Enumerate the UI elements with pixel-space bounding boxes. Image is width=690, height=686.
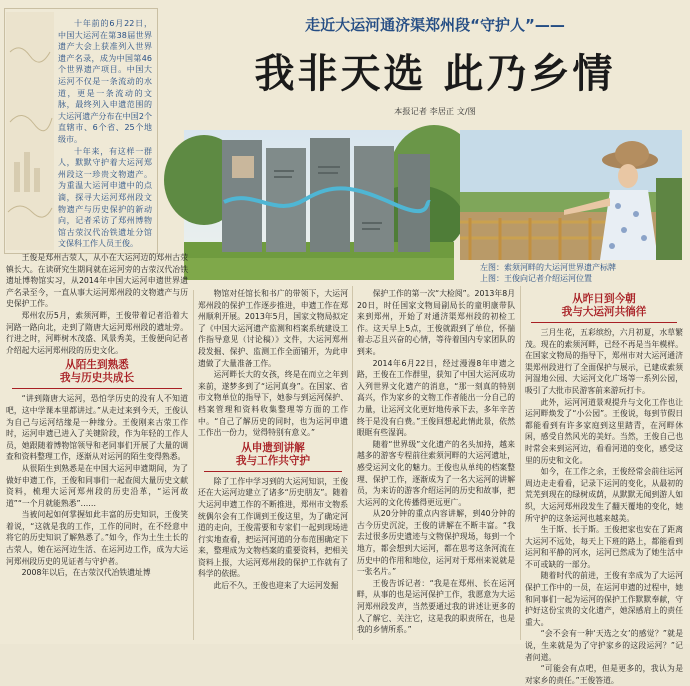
subheading-rule xyxy=(12,388,182,389)
body-paragraph: 从20分钟的重点内容讲解，到40分钟的古今历史沉淀，王俊的讲解在不断丰富。“我去过很多历史遗迹与文物保护现场，每到一个地方，都会想到大运河，都在思考这条河流在历史中的作用和地位，运河对于郑州来说就是一张名片。” xyxy=(357,509,515,577)
photo-caption xyxy=(480,262,680,284)
subheading: 从申遗到讲解 我与工作共守护 xyxy=(235,441,311,467)
body-paragraph: 王俊告诉记者：“我是在郑州、长在运河畔，从事的也是运河保护工作，我愿意为大运河郑州段发声，当然要通过我的讲述让更多的人了解它、关注它，这是我的职责所在，也是我的乡情所系。” xyxy=(357,578,515,635)
body-paragraph: 王俊是郑州古荥人，从小在大运河边的郑州古荥镇长大。在读研究生期间就在运河旁的古荥汉代冶铁遗址博物馆实习，从2014年中国大运河申遗世界遗产名录至今，一直从事大运河郑州段的文物遗产与历史保护工作。 xyxy=(6,253,188,309)
subheading-rule xyxy=(204,471,342,472)
column-rule xyxy=(520,286,521,640)
article-column-1 xyxy=(6,252,188,640)
body-paragraph: 三月生花，五彩缤纷，六月初夏，水草繁茂。现在的索须河畔，已经不再是当年模样。在国家文物局的指导下，郑州市对大运河通济渠郑州段进行了全面保护与展示，已建成索须河湿地公园、大运河文化广场等一系列公园，吸引了大批市民游客前来游玩打卡。 xyxy=(525,328,683,395)
body-paragraph: 2008年以后，在古荥汉代冶铁遗址博 xyxy=(21,568,151,578)
intro-text xyxy=(58,18,152,250)
body-paragraph: 当被问起如何掌握如此丰富的历史知识，王俊笑着说，“这就是我的工作，工作的同时，在不经意中将它的历史知识了解熟悉了。”如今，作为土生土长的古荥人，她在运河边生活、在运河边工作，成为大运河郑州段历史的见证者与守护者。 xyxy=(6,510,188,566)
subheading-rule xyxy=(531,322,677,323)
body-paragraph: 保护工作的第一次“大检阅”。2013年8月20日，时任国家文物局副局长的童明康带队来到郑州，开始了对通济渠郑州段的初检工作。这天早上5点，王俊就跟到了单位，怀揣着忐忑且兴奋的心情，等待着国内专家团队的到来。 xyxy=(357,289,515,356)
body-paragraph: “会不会有一种‘天选之女’的感觉？”就是说，生来就是为了守护家乡的这段运河？”记者问道。 xyxy=(525,629,683,662)
body-paragraph: 生于斯、长于斯。王俊把家也安在了距离大运河不远处，每天上下班的路上，都能看到运河和平静的河水，运河已然成为了她生活中不可或缺的一部分。 xyxy=(525,525,683,569)
body-paragraph: 随着时代的前进，王俊有幸成为了大运河保护工作中的一员，在运河申遗的过程中，她和同事们一起为运河的保护工作默默奉献，守护好这份宝贵的文化遗产，她深感肩上的责任重大。 xyxy=(525,571,683,627)
body-paragraph: “讲到隋唐大运河，恐怕学历史的没有人不知道吧，这中学课本里都讲过。”从走过来到今天，王俊认为自己与运河结缘是一种缘分。王俊刚来古荥工作时，运河申遗已进入了关键阶段，作为年轻的工作人员，她跟随着博物馆领导和老同事们开展了大量的调查和资料整理工作，逐渐从对运河的陌生变得熟悉。 xyxy=(6,394,188,462)
headline: 我非天选 此乃乡情 xyxy=(254,51,616,97)
subheading: 从陌生到熟悉 我与历史共成长 xyxy=(59,359,135,385)
body-paragraph: 此后不久，王俊也迎来了大运河发掘 xyxy=(213,581,339,591)
body-paragraph: “可能会有点吧，但是更多的，我认为是对家乡的责任。”王俊答道。 xyxy=(525,664,683,685)
body-paragraph: 物馆对任馆长和书广的带领下，大运河郑州段的保护工作逐步推进，申遗工作在郑州顺利开展。2013年5月，国家文物局拟定了《中国大运河遗产监测和档案系统建设工作指导意见（讨论稿）》文件，大运河郑州段发掘、保护、监测工作全面铺开，为此申遗做了大量准备工作。 xyxy=(198,289,348,368)
byline: 本报记者 李居正 文/图 xyxy=(394,106,476,116)
intro-paragraph: 十年来，有这样一群人，默默守护着大运河郑州段这一珍贵文物遗产。为重温大运河申遗中的点滴，探寻大运河郑州段文物遗产与历史保护的新动向，记者采访了郑州博物馆古荥汉代冶铁遗址分馆文保科工作人员王俊。 xyxy=(58,146,152,249)
photo-wang-jun xyxy=(460,130,682,260)
body-paragraph: 郑州农历5月，索须河畔，王俊带着记者沿着大河路一路向北，走到了隋唐大运河郑州段的遗址旁。行进之时，河畔树木茂盛、风景秀美，王俊便向记者介绍起大运河郑州段的历史文化。 xyxy=(6,310,188,355)
body-paragraph: 2014年6月22日，经过漫漫8年申遗之路，王俊在工作群里，获知了中国大运河成功入列世界文化遗产的消息，“那一刻真的特别高兴，作为家乡的文物工作者能出一分自己的力量，让运河文化更好地传承下去，多年辛苦终于是没有白费。”王俊回想起此情此景，依然眼眶有些湿润。 xyxy=(357,358,515,438)
body-paragraph: 运河畔长大的女孩，终是在而立之年到来前，遂梦多到了“运河真身”。在国家、省市文物单位的指导下，她参与到运河保护、档案管理和资料收集整理等方面的工作中。“自己了解历史的同时，也为运河申遗工作出一份力，觉得特别有意义。” xyxy=(198,370,348,438)
column-rule xyxy=(352,286,353,640)
body-paragraph: 从很陌生到熟悉是在中国大运河申遗期间，为了做好申遗工作，王俊和同事们一起查阅大量历史文献资料，梳理大运河郑州段的历史沿革，“运河故道”“一个月就能熟悉”…… xyxy=(6,463,188,508)
column-rule xyxy=(193,290,194,640)
photo-heritage-sign xyxy=(184,130,454,280)
intro-decoration xyxy=(6,12,54,250)
body-paragraph: 如今，在工作之余，王俊经常会前往运河周边走走看看，记录下运河的变化，从最初的荒芜到现在的绿树成荫，从默默无闻到游人如织，大运河郑州段发生了翻天覆地的变化，她所守护的这条运河也越来越美。 xyxy=(525,467,683,523)
body-paragraph: 除了工作中学习到的大运河知识，王俊还在大运河边建立了诸多“历史朋友”。随着大运河申遗工作的不断推进，郑州市文物系统偶尔会有工作调到王俊这里，为了确定河道的走向，王俊需要和专家们一起到现场进行实地查看，把运河河道的分布范围确定下来，整理成为文物档案的重要资料，把相关资料上报，大运河郑州段的保护工作就有了科学的依据。 xyxy=(198,476,348,579)
kicker: 走近大运河通济渠郑州段“守护人”—— xyxy=(305,16,565,34)
subheading: 从昨日到今朝 我与大运河共徜徉 xyxy=(561,293,647,318)
body-paragraph: 此外，运河河道景观提升与文化工作也让运河畔焕发了“小公园”。王俊说，每到节假日都能看到有许多家庭到这里踏青，在河畔休闲，感受自然风光的美好。当然，王俊自己也时常会来到运河边，看看河道的变化，感受这里的历史和文化。 xyxy=(525,397,683,465)
intro-paragraph: 十年前的6月22日，中国大运河在第38届世界遗产大会上获准列入世界遗产名录，成为中国第46个世界遗产项目。中国大运河不仅是一条流动的水道，更是一条流动的文脉，最终列入申遗范围的大运河遗产分布在中国2个直辖市、6个省、25个地级市。 xyxy=(58,19,152,144)
article-column-4 xyxy=(525,290,683,685)
caption-line: 左图：索须河畔的大运河世界遗产标牌 xyxy=(480,263,616,272)
caption-line: 上图：王俊向记者介绍运河位置 xyxy=(480,274,592,283)
article-column-3 xyxy=(357,288,515,640)
body-paragraph: 随着“世界级”文化遗产的名头加持，越来越多的游客专程前往索须河畔的大运河遗址，感受运河文化的魅力。王俊也从单纯的档案整理、保护工作，逐渐成为了一名大运河的讲解员，为来访的游客介绍运河的历史和故事，把大运河的文化传播得更远更广。 xyxy=(357,439,515,507)
article-column-2 xyxy=(198,288,348,640)
